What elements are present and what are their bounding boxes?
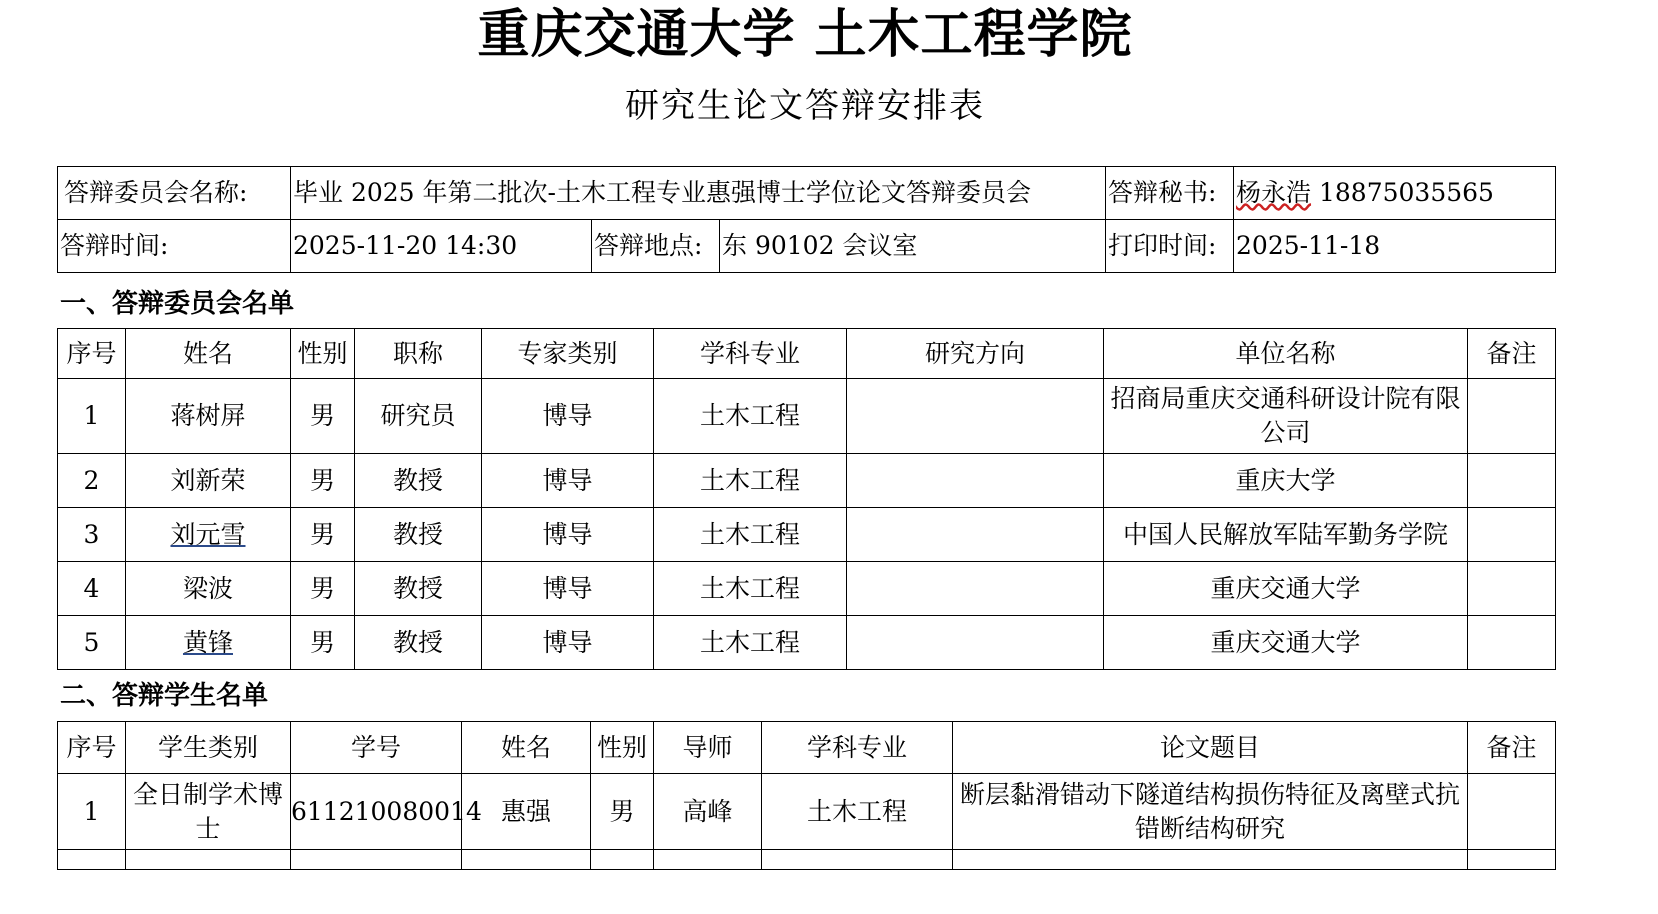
cell-title: 研究员 (355, 379, 482, 454)
cell-gender: 男 (591, 774, 654, 850)
cell-remark (1468, 774, 1556, 850)
col-student-type: 学生类别 (126, 722, 291, 774)
secretary-value (1234, 167, 1556, 220)
col-student-id: 学号 (291, 722, 462, 774)
cell-name: 刘新荣 (126, 454, 291, 508)
table-row (58, 379, 1556, 454)
col-thesis-title: 论文题目 (953, 722, 1468, 774)
committee-header-row (58, 329, 1556, 379)
cell-index: 1 (58, 379, 126, 454)
cell-expert-type: 博导 (482, 508, 654, 562)
cell-organization: 中国人民解放军陆军勤务学院 (1104, 508, 1468, 562)
cell-name: 梁波 (126, 562, 291, 616)
cell-name (126, 508, 291, 562)
col-index: 序号 (58, 722, 126, 774)
table-row (58, 616, 1556, 670)
cell-organization: 重庆交通大学 (1104, 562, 1468, 616)
time-label: 答辩时间: (58, 220, 291, 273)
cell-organization: 招商局重庆交通科研设计院有限公司 (1104, 379, 1468, 454)
table-row-partial (58, 850, 1556, 870)
cell-research (847, 379, 1104, 454)
info-row (58, 167, 1556, 220)
col-index: 序号 (58, 329, 126, 379)
col-name: 姓名 (462, 722, 591, 774)
info-row (58, 220, 1556, 273)
col-discipline: 学科专业 (654, 329, 847, 379)
cell-title: 教授 (355, 562, 482, 616)
col-organization: 单位名称 (1104, 329, 1468, 379)
students-heading: 二、答辩学生名单 (60, 681, 269, 711)
cell-research (847, 616, 1104, 670)
table-row (58, 508, 1556, 562)
cell-gender: 男 (291, 562, 355, 616)
table-row (58, 562, 1556, 616)
cell-discipline: 土木工程 (762, 774, 953, 850)
cell-research (847, 454, 1104, 508)
cell-discipline: 土木工程 (654, 508, 847, 562)
cell-organization: 重庆大学 (1104, 454, 1468, 508)
cell-remark (1468, 562, 1556, 616)
col-gender: 性别 (591, 722, 654, 774)
cell-discipline: 土木工程 (654, 616, 847, 670)
time-value: 2025-11-20 14:30 (291, 220, 592, 273)
page-subtitle: 研究生论文答辩安排表 (625, 86, 985, 126)
committee-table (57, 328, 1556, 670)
col-remark: 备注 (1468, 722, 1556, 774)
col-expert-type: 专家类别 (482, 329, 654, 379)
committee-heading: 一、答辩委员会名单 (60, 289, 295, 319)
secretary-name: 杨永浩 (1236, 178, 1312, 207)
col-research: 研究方向 (847, 329, 1104, 379)
cell-gender: 男 (291, 616, 355, 670)
col-remark: 备注 (1468, 329, 1556, 379)
cell-index: 5 (58, 616, 126, 670)
cell-expert-type: 博导 (482, 616, 654, 670)
cell-expert-type: 博导 (482, 454, 654, 508)
col-title: 职称 (355, 329, 482, 379)
students-header-row (58, 722, 1556, 774)
cell-research (847, 562, 1104, 616)
cell-remark (1468, 508, 1556, 562)
print-value: 2025-11-18 (1234, 220, 1556, 273)
info-table (57, 166, 1556, 273)
cell-research (847, 508, 1104, 562)
col-discipline: 学科专业 (762, 722, 953, 774)
cell-index: 3 (58, 508, 126, 562)
cell-remark (1468, 379, 1556, 454)
col-advisor: 导师 (654, 722, 762, 774)
cell-gender: 男 (291, 454, 355, 508)
cell-discipline: 土木工程 (654, 379, 847, 454)
cell-organization: 重庆交通大学 (1104, 616, 1468, 670)
cell-gender: 男 (291, 379, 355, 454)
cell-title: 教授 (355, 616, 482, 670)
print-label: 打印时间: (1106, 220, 1234, 273)
cell-index: 1 (58, 774, 126, 850)
member-name-link: 黄锋 (182, 627, 233, 657)
students-table (57, 721, 1556, 870)
cell-remark (1468, 454, 1556, 508)
cell-gender: 男 (291, 508, 355, 562)
cell-remark (1468, 616, 1556, 670)
page-title: 重庆交通大学 土木工程学院 (477, 5, 1133, 65)
col-gender: 性别 (291, 329, 355, 379)
cell-index: 2 (58, 454, 126, 508)
cell-student-id: 611210080014 (291, 774, 462, 850)
committee-name-value: 毕业 2025 年第二批次-土木工程专业惠强博士学位论文答辩委员会 (291, 167, 1106, 220)
col-name: 姓名 (126, 329, 291, 379)
location-value: 东 90102 会议室 (720, 220, 1106, 273)
table-row (58, 774, 1556, 850)
cell-name: 蒋树屏 (126, 379, 291, 454)
cell-title: 教授 (355, 454, 482, 508)
committee-name-label: 答辩委员会名称: (58, 167, 291, 220)
secretary-phone: 18875035565 (1318, 178, 1494, 207)
cell-student-type: 全日制学术博士 (126, 774, 291, 850)
table-row (58, 454, 1556, 508)
cell-expert-type: 博导 (482, 562, 654, 616)
cell-expert-type: 博导 (482, 379, 654, 454)
cell-thesis-title: 断层黏滑错动下隧道结构损伤特征及离壁式抗错断结构研究 (953, 774, 1468, 850)
secretary-label: 答辩秘书: (1106, 167, 1234, 220)
cell-advisor: 高峰 (654, 774, 762, 850)
cell-name: 惠强 (462, 774, 591, 850)
cell-discipline: 土木工程 (654, 454, 847, 508)
cell-name (126, 616, 291, 670)
member-name-link: 刘元雪 (170, 519, 246, 549)
location-label: 答辩地点: (592, 220, 720, 273)
cell-title: 教授 (355, 508, 482, 562)
cell-discipline: 土木工程 (654, 562, 847, 616)
cell-index: 4 (58, 562, 126, 616)
